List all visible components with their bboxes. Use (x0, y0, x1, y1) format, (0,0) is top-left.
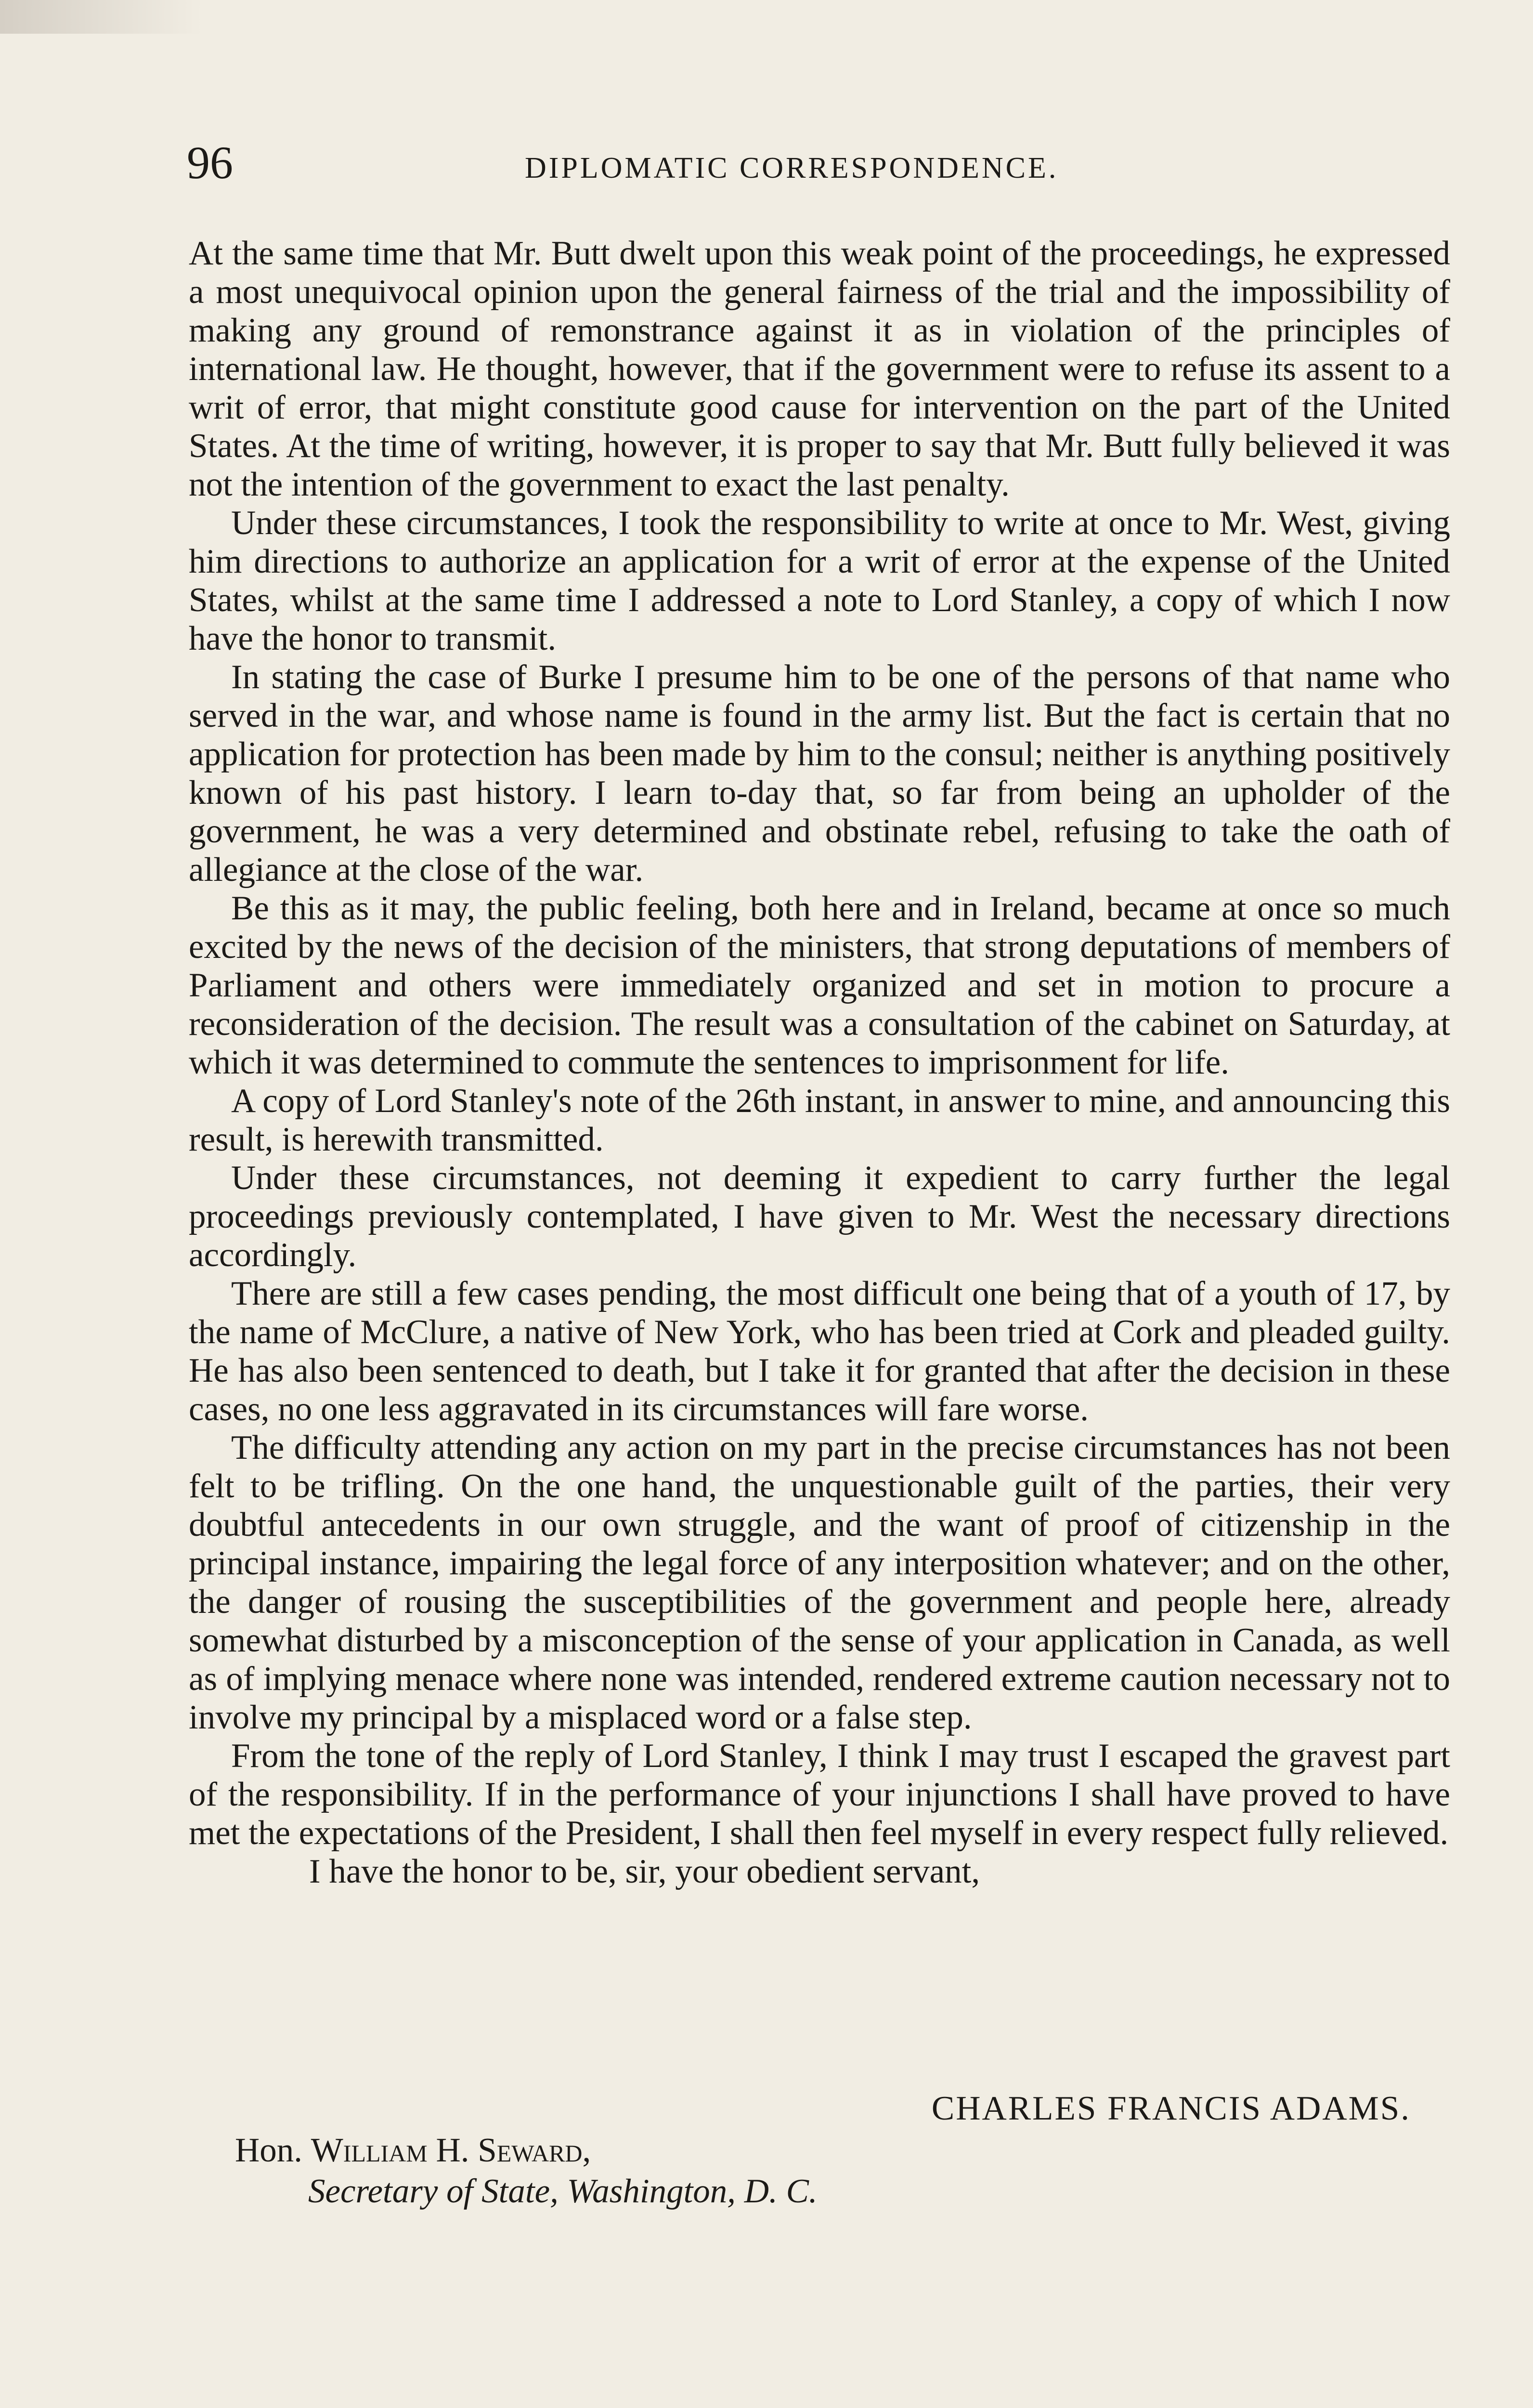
scan-edge-mark (0, 0, 202, 34)
paragraph: Under these circumstances, not deeming it expedient to carry further the legal proceedings previously contemplated, I have given to Mr. West the necessary directions accordingly. (189, 1159, 1450, 1274)
addressee-title: Secretary of State, Washington, D. C. (308, 2172, 818, 2210)
addressee-name: William H. Seward, (311, 2132, 591, 2169)
signature: CHARLES FRANCIS ADAMS. (931, 2090, 1411, 2127)
paragraph: At the same time that Mr. Butt dwelt upon this weak point of the proceedings, he expressed a most unequivocal opinion upon the general fairness of the trial and the impossibility of making any ground of remonstrance against it as in violation of the principles of international law. He thought, however, that if the government were to refuse its assent to a writ of error, that might constitute good cause for intervention on the part of the United States. At the time of writing, however, it is proper to say that Mr. Butt fully believed it was not the intention of the government to exact the last penalty. (189, 235, 1450, 503)
paragraph: A copy of Lord Stanley's note of the 26th instant, in answer to mine, and announcing this result, is herewith transmitted. (189, 1082, 1450, 1158)
paragraph: There are still a few cases pending, the most difficult one being that of a youth of 17, by the name of McClure, a native of New York, who has been tried at Cork and pleaded guilty. He has also been sentenced to death, but I take it for granted that after the decision in these cases, no one less aggravated in its circumstances will fare worse. (189, 1275, 1450, 1428)
paragraph: From the tone of the reply of Lord Stanley, I think I may trust I escaped the gravest part of the responsibility. If in the performance of your injunctions I shall have proved to have met the expectations of the President, I shall then feel myself in every respect fully relieved. (189, 1737, 1450, 1852)
paragraph: In stating the case of Burke I presume him to be one of the persons of that name who served in the war, and whose name is found in the army list. But the fact is certain that no application for protection has been made by him to the consul; neither is anything positively known of his past history. I learn to-day that, so far from being an upholder of the government, he was a very determined and obstinate rebel, refusing to take the oath of allegiance at the close of the war. (189, 658, 1450, 889)
paragraph: Under these circumstances, I took the responsibility to write at once to Mr. West, giving him directions to authorize an application for a writ of error at the expense of the United States, whilst at the same time I addressed a note to Lord Stanley, a copy of which I now have the honor to transmit. (189, 504, 1450, 657)
paragraph: The difficulty attending any action on my part in the precise circumstances has not been felt to be trifling. On the one hand, the unquestionable guilt of the parties, their very doubtful antecedents in our own struggle, and the want of proof of citizenship in the principal instance, impairing the legal force of any interposition whatever; and on the other, the danger of rousing the susceptibilities of the government and people here, already somewhat disturbed by a misconception of the sense of your application in Canada, as well as of implying menace where none was intended, rendered extreme caution necessary not to involve my principal by a misplaced word or a false step. (189, 1429, 1450, 1736)
letter-body (189, 234, 1450, 1891)
paragraph: Be this as it may, the public feeling, both here and in Ireland, became at once so much excited by the news of the decision of the ministers, that strong deputations of members of Parliament and others were immediately organized and set in motion to procure a reconsideration of the decision. The result was a consultation of the cabinet on Saturday, at which it was determined to commute the sentences to imprisonment for life. (189, 890, 1450, 1081)
closing-line: I have the honor to be, sir, your obedient servant, (309, 1853, 980, 1890)
addressee-prefix: Hon. (235, 2132, 303, 2169)
addressee (235, 2131, 591, 2170)
page-number: 96 (187, 137, 233, 188)
running-head: DIPLOMATIC CORRESPONDENCE. (525, 152, 1059, 184)
